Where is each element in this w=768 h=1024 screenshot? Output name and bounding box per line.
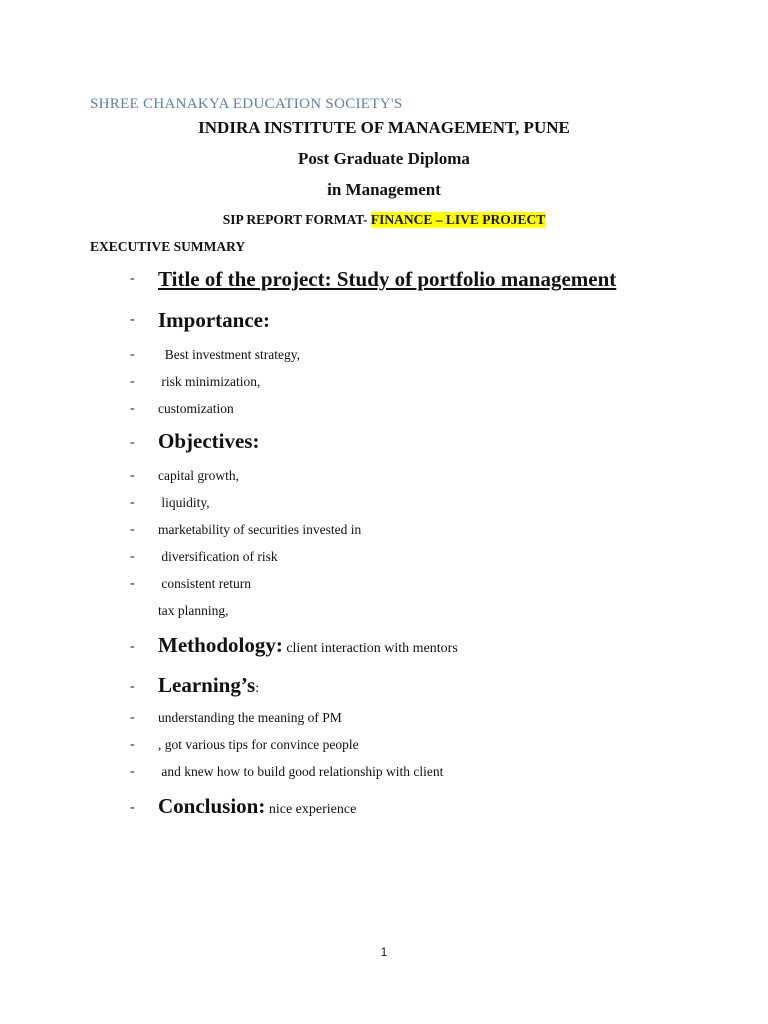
bullet-dash: -: [130, 639, 135, 654]
bullet-dash: -: [130, 764, 135, 779]
bullet-dash: -: [130, 468, 135, 483]
methodology-heading: Methodology:: [158, 633, 283, 657]
list-item: diversification of risk: [158, 549, 278, 564]
society-name: SHREE CHANAKYA EDUCATION SOCIETY'S: [90, 96, 403, 112]
report-format: [0, 210, 768, 230]
bullet-dash: -: [130, 435, 135, 450]
bullet-dash: -: [130, 374, 135, 389]
bullet-dash: -: [130, 401, 135, 416]
learnings-line: [158, 671, 259, 703]
methodology-line: [158, 631, 458, 663]
bullet-dash: -: [130, 271, 135, 286]
bullet-dash: -: [130, 522, 135, 537]
list-item: understanding the meaning of PM: [158, 710, 342, 725]
list-item: Best investment strategy,: [158, 347, 300, 362]
project-title: Title of the project: Study of portfolio management: [158, 267, 617, 291]
bullet-dash: -: [130, 549, 135, 564]
format-prefix: SIP REPORT FORMAT-: [222, 212, 371, 227]
list-item: tax planning,: [158, 603, 229, 618]
list-item: marketability of securities invested in: [158, 522, 362, 537]
format-highlight: FINANCE – LIVE PROJECT: [370, 212, 546, 227]
list-item: capital growth,: [158, 468, 239, 483]
objectives-heading: Objectives:: [158, 429, 260, 453]
bullet-dash: -: [130, 800, 135, 815]
methodology-text: client interaction with mentors: [282, 641, 458, 656]
list-item: customization: [158, 401, 234, 416]
program-line-1: Post Graduate Diploma: [298, 149, 470, 168]
learnings-heading: Learning’s: [158, 673, 256, 697]
learnings-colon: :: [255, 681, 260, 696]
bullet-dash: -: [130, 347, 135, 362]
bullet-dash: -: [130, 495, 135, 510]
bullet-dash: -: [130, 576, 135, 591]
list-item: liquidity,: [158, 495, 210, 510]
list-item: consistent return: [158, 576, 251, 591]
bullet-dash: -: [130, 312, 135, 327]
bullet-dash: -: [130, 710, 135, 725]
list-item: , got various tips for convince people: [158, 737, 359, 752]
program-line-2: in Management: [327, 180, 441, 199]
institute-name: INDIRA INSTITUTE OF MANAGEMENT, PUNE: [198, 118, 570, 137]
page-number: 1: [380, 945, 388, 959]
bullet-dash: -: [130, 737, 135, 752]
section-heading: EXECUTIVE SUMMARY: [90, 239, 246, 254]
bullet-dash: -: [130, 679, 135, 694]
conclusion-text: nice experience: [265, 802, 357, 817]
list-item: and knew how to build good relationship with client: [158, 764, 444, 779]
conclusion-line: [158, 792, 356, 824]
importance-heading: Importance:: [158, 308, 270, 332]
conclusion-heading: Conclusion:: [158, 794, 266, 818]
list-item: risk minimization,: [158, 374, 261, 389]
